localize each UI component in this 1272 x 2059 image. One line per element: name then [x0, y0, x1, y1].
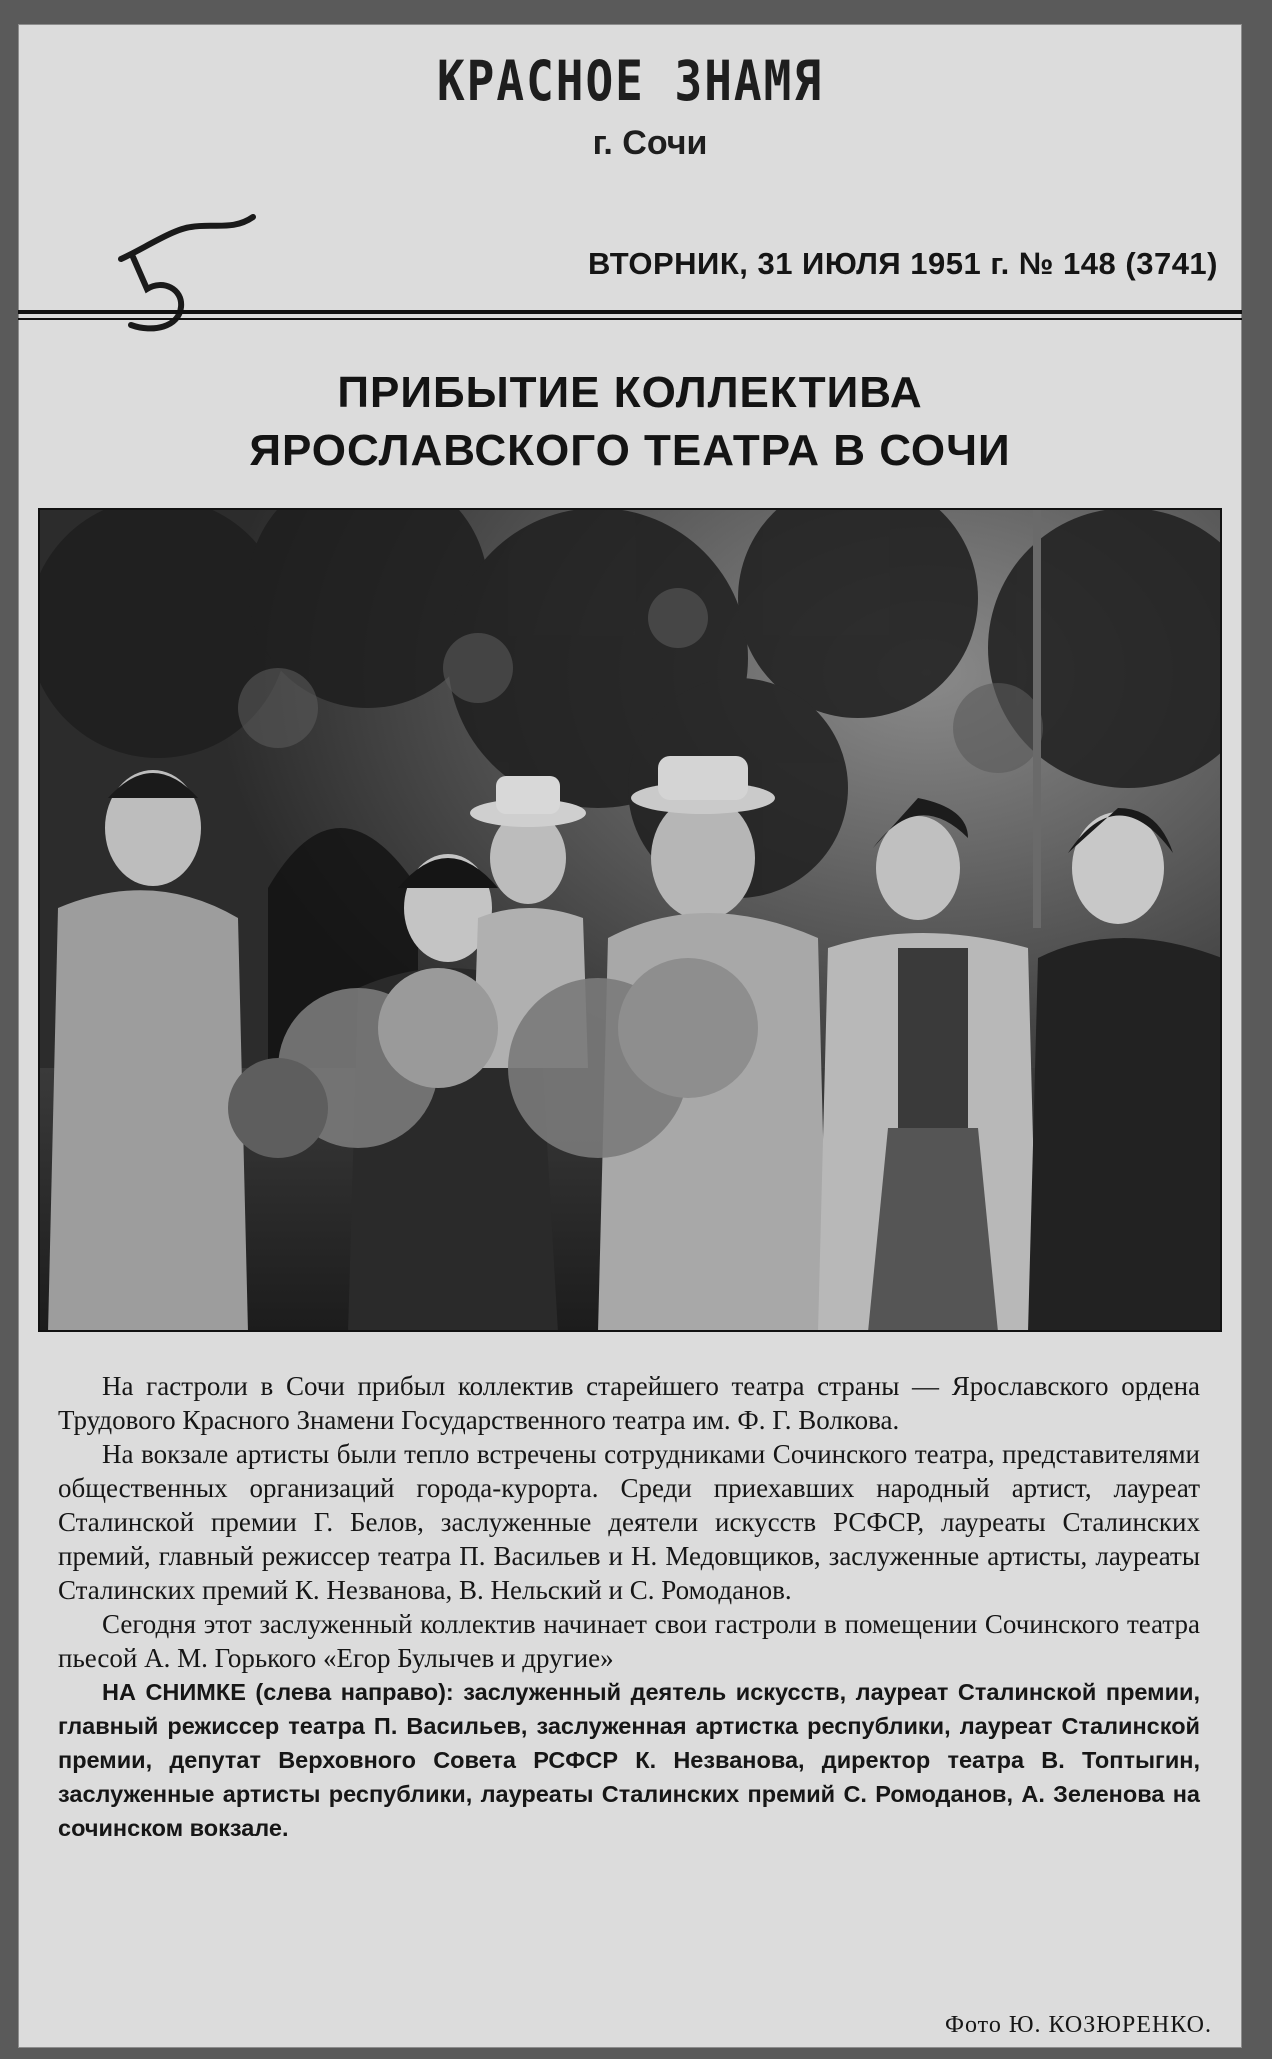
masthead-rule-thin: [18, 318, 1242, 320]
caption-text: заслуженный деятель искусств, лауреат Сталинской премии, главный режиссер театра П. Васильев, заслуженная артистка республики, лауреат Сталинской премии, депутат Верховного Совета РСФСР К. Незванова, директор театра В. Топтыгин, заслуженные артисты республики, лауреаты Сталинских премий С. Ромоданов, А. Зеленова на сочинском вокзале.: [58, 1679, 1200, 1841]
photo-illustration: [38, 508, 1222, 1332]
article-headline: [18, 364, 1242, 480]
headline-line-1: ПРИБЫТИЕ КОЛЛЕКТИВА: [337, 368, 923, 417]
photo-credit: Фото Ю. КОЗЮРЕНКО.: [945, 2012, 1212, 2038]
caption-lead: НА СНИМКЕ (слева направо):: [102, 1679, 454, 1705]
newspaper-name-stamp: КРАСНОЕ ЗНАМЯ: [436, 48, 824, 114]
photo-caption: [58, 1675, 1200, 1845]
city-stamp: г. Сочи: [592, 124, 708, 162]
article-paragraph-3: Сегодня этот заслуженный коллектив начинает свои гастроли в помещении Сочинского театра пьесой А. М. Горького «Егор Булычев и другие»: [58, 1609, 1200, 1673]
article-body: [58, 1369, 1200, 1845]
issue-dateline: ВТОРНИК, 31 ИЮЛЯ 1951 г. № 148 (3741): [587, 246, 1218, 281]
article-paragraph-1: На гастроли в Сочи прибыл коллектив старейшего театра страны — Ярославского ордена Трудового Красного Знамени Государственного театра им. Ф. Г. Волкова.: [58, 1371, 1200, 1435]
newspaper-clipping: [18, 24, 1242, 2048]
article-paragraph-2: На вокзале артисты были тепло встречены сотрудниками Сочинского театра, представителями общественных организаций города-курорта. Среди приехавших народный артист, лауреат Сталинской премии Г. Белов, заслуженные деятели искусств РСФСР, лауреаты Сталинских премий, главный режиссер театра П. Васильев и Н. Медовщиков, заслуженные артисты, лауреаты Сталинских премий К. Незванова, В. Нельский и С. Ромоданов.: [58, 1439, 1200, 1605]
masthead-rule: [18, 310, 1242, 314]
headline-line-2: ЯРОСЛАВСКОГО ТЕАТРА В СОЧИ: [249, 426, 1011, 475]
lamp-post: [1033, 508, 1041, 928]
group-photo: [38, 508, 1222, 1332]
